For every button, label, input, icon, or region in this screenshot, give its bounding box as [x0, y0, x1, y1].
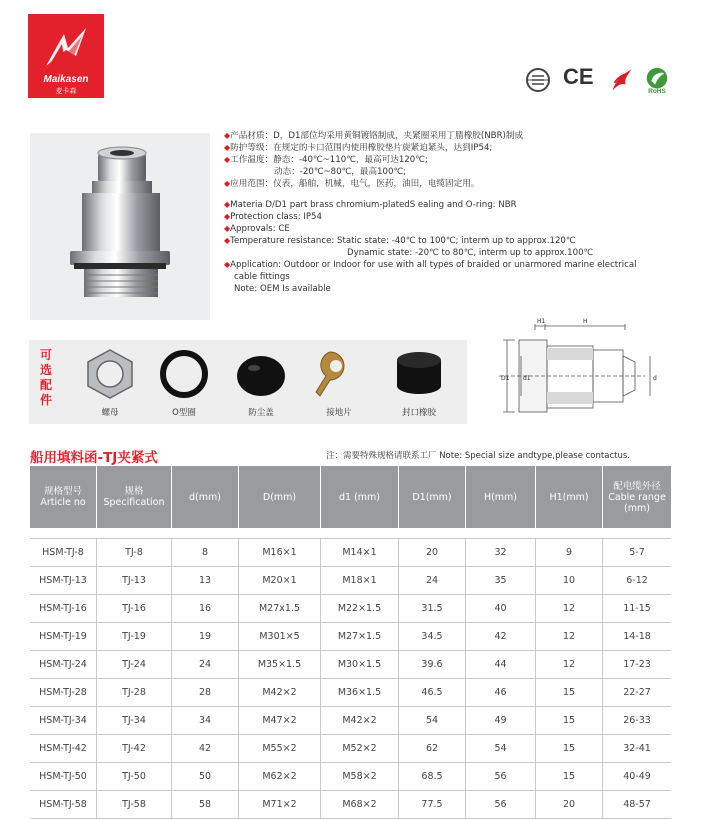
table-cell: TJ-24: [97, 651, 172, 679]
spec-temperature-en: Temperature resistance: Static state: -40℃ to 100℃; interm up to approx.120℃: [230, 236, 576, 246]
table-cell: HSM-TJ-13: [30, 567, 97, 595]
table-cell: 34.5: [399, 623, 466, 651]
product-specs: ◆产品材质：D，D1部位均采用黄铜镀铬制成，夹紧圈采用丁腈橡胶(NBR)制成 ◆防护等级：在规定的卡口范围内使用橡胶垫片旋紧迫紧头，达到IP54; ◆工作温度：静态：-40℃~110℃，最高可达120℃; 动态：-20℃~80℃，最高100℃; ◆应用范围：仪表，船舶，机械，电气，医药，油田，电缆固定用。 ◆Materia D/D1 part brass chromium-platedS ealing and O-ring: NBR ◆Protection class: IP54 ◆Approvals: CE ◆Temperature resistance: Static state: -40℃ to 100℃; interm up to approx.120℃ Dynamic state: -20℃ to 80℃, interm up to approx.100℃ ◆Application: Outdoor or Indoor for use with all types of braided or unarmored marine electrical cable fittings Note: OEM Is available: [224, 131, 637, 294]
table-cell: 12: [536, 651, 603, 679]
table-row: [30, 707, 671, 735]
rohs-label: RoHS: [648, 88, 666, 94]
cable-gland-image: [30, 133, 210, 320]
table-cell: 34: [172, 707, 239, 735]
table-cell: M30×1.5: [321, 651, 399, 679]
header-H1: H1(mm): [536, 466, 603, 528]
table-cell: 48-57: [603, 791, 671, 819]
table-row: [30, 735, 671, 763]
table-cell: TJ-42: [97, 735, 172, 763]
spec-protection-cn: 防护等级：在规定的卡口范围内使用橡胶垫片旋紧迫紧头，达到IP54;: [230, 143, 493, 153]
table-cell: 24: [172, 651, 239, 679]
accessory-nut-label: 螺母: [101, 408, 119, 418]
table-cell: 31.5: [399, 595, 466, 623]
table-cell: 12: [536, 623, 603, 651]
accessory-dust-cap: [226, 344, 296, 422]
table-cell: HSM-TJ-58: [30, 791, 97, 819]
table-cell: 11-15: [603, 595, 671, 623]
table-cell: M35×1.5: [239, 651, 321, 679]
header-D: D(mm): [239, 466, 321, 528]
table-cell: 56: [466, 763, 536, 791]
table-cell: 6-12: [603, 567, 671, 595]
table-cell: M68×2: [321, 791, 399, 819]
table-cell: HSM-TJ-19: [30, 623, 97, 651]
spec-table: [30, 466, 671, 819]
table-cell: 40: [466, 595, 536, 623]
table-cell: 13: [172, 567, 239, 595]
table-spacer-cell: [30, 528, 671, 539]
table-cell: M22×1.5: [321, 595, 399, 623]
sealing-rubber-icon: [392, 346, 446, 402]
table-cell: 22-27: [603, 679, 671, 707]
table-cell: 42: [172, 735, 239, 763]
table-cell: M58×2: [321, 763, 399, 791]
label-d: d: [653, 375, 657, 382]
table-cell: TJ-28: [97, 679, 172, 707]
accessory-sealing-rubber-label: 封口橡胶: [401, 408, 436, 418]
table-cell: 49: [466, 707, 536, 735]
spec-temperature-cn: 工作温度：静态：-40℃~110℃，最高可达120℃;: [230, 155, 428, 165]
header-specification: 规格 Specification: [97, 466, 172, 528]
table-cell: 77.5: [399, 791, 466, 819]
table-cell: M18×1: [321, 567, 399, 595]
spec-protection-en: Protection class: IP54: [230, 212, 322, 222]
table-cell: TJ-19: [97, 623, 172, 651]
table-cell: 14-18: [603, 623, 671, 651]
table-cell: M36×1.5: [321, 679, 399, 707]
table-cell: 68.5: [399, 763, 466, 791]
table-cell: 40-49: [603, 763, 671, 791]
rohs-icon: [641, 66, 673, 94]
table-cell: M42×2: [321, 707, 399, 735]
hex-nut-icon: [83, 346, 137, 402]
spec-application-en: Application: Outdoor or Indoor for use with all types of braided or unarmored marine electrical: [230, 260, 637, 270]
table-cell: 15: [536, 707, 603, 735]
table-cell: 54: [466, 735, 536, 763]
label-h: H: [583, 318, 588, 325]
spec-temperature-dynamic-cn: 动态：-20℃~80℃，最高100℃;: [274, 167, 406, 177]
table-row: [30, 623, 671, 651]
table-cell: 15: [536, 763, 603, 791]
table-cell: 42: [466, 623, 536, 651]
accessories-title: 可选配件: [39, 348, 52, 407]
table-cell: 32-41: [603, 735, 671, 763]
table-cell: 5-7: [603, 539, 671, 567]
o-ring-icon: [157, 346, 211, 402]
table-note: 注：需要特殊规格请联系工厂 Note: Special size andtype,please contactus.: [326, 451, 630, 461]
spec-oem-note: Note: OEM Is available: [234, 284, 331, 294]
spec-material-en: Materia D/D1 part brass chromium-platedS ealing and O-ring: NBR: [230, 200, 517, 210]
table-cell: 19: [172, 623, 239, 651]
table-cell: TJ-13: [97, 567, 172, 595]
label-h1: H1: [537, 318, 546, 325]
header-cable-range: 配电缆外径 Cable range (mm): [603, 466, 671, 528]
table-cell: 17-23: [603, 651, 671, 679]
table-spacer: [30, 528, 671, 539]
table-cell: 26-33: [603, 707, 671, 735]
table-cell: HSM-TJ-50: [30, 763, 97, 791]
table-cell: 39.6: [399, 651, 466, 679]
table-cell: 16: [172, 595, 239, 623]
header-d1: d1 (mm): [321, 466, 399, 528]
brand-name: Maikasen: [43, 74, 89, 85]
table-cell: HSM-TJ-34: [30, 707, 97, 735]
table-cell: 15: [536, 679, 603, 707]
table-cell: M27x1.5: [239, 595, 321, 623]
table-title: 船用填料函-TJ夹紧式: [30, 450, 158, 466]
accessories-panel: [29, 340, 467, 424]
table-cell: M16×1: [239, 539, 321, 567]
spec-temperature-dynamic-en: Dynamic state: -20℃ to 80℃, interm up to approx.100℃: [347, 248, 594, 258]
table-cell: M47×2: [239, 707, 321, 735]
table-cell: M14×1: [321, 539, 399, 567]
table-cell: 44: [466, 651, 536, 679]
table-cell: HSM-TJ-28: [30, 679, 97, 707]
table-row: [30, 679, 671, 707]
table-cell: 8: [172, 539, 239, 567]
table-header-row: [30, 466, 671, 528]
table-cell: 58: [172, 791, 239, 819]
accessory-ground-lug-label: 接地片: [326, 408, 352, 418]
table-cell: 32: [466, 539, 536, 567]
brand-name-cn: 麦卡森: [55, 87, 77, 95]
label-d1-small: d1: [523, 375, 531, 382]
table-cell: TJ-50: [97, 763, 172, 791]
accessory-nut: [75, 344, 145, 422]
ccs-mark-icon: [606, 66, 636, 94]
explosion-proof-icon: [523, 66, 553, 94]
table-cell: 15: [536, 735, 603, 763]
label-d1: D1: [501, 375, 510, 382]
ce-mark-icon: CE: [563, 64, 594, 89]
spec-approvals-en: Approvals: CE: [230, 224, 290, 234]
table-cell: TJ-34: [97, 707, 172, 735]
table-cell: TJ-58: [97, 791, 172, 819]
table-cell: TJ-8: [97, 539, 172, 567]
table-cell: 46.5: [399, 679, 466, 707]
table-row: [30, 595, 671, 623]
table-cell: HSM-TJ-24: [30, 651, 97, 679]
table-cell: M62×2: [239, 763, 321, 791]
header-D1: D1(mm): [399, 466, 466, 528]
table-cell: M301×5: [239, 623, 321, 651]
table-cell: 62: [399, 735, 466, 763]
accessory-o-ring: [149, 344, 219, 422]
table-cell: 28: [172, 679, 239, 707]
product-photo: [30, 133, 210, 320]
table-cell: HSM-TJ-8: [30, 539, 97, 567]
dust-cap-icon: [234, 346, 288, 402]
table-cell: 56: [466, 791, 536, 819]
table-cell: M71×2: [239, 791, 321, 819]
table-cell: 46: [466, 679, 536, 707]
table-cell: 24: [399, 567, 466, 595]
table-cell: 10: [536, 567, 603, 595]
table-cell: 20: [399, 539, 466, 567]
accessory-ground-lug: [304, 344, 374, 422]
table-cell: M42×2: [239, 679, 321, 707]
table-row: [30, 539, 671, 567]
table-cell: 54: [399, 707, 466, 735]
table-cell: HSM-TJ-42: [30, 735, 97, 763]
accessory-dust-cap-label: 防尘盖: [248, 408, 274, 418]
table-cell: 12: [536, 595, 603, 623]
table-cell: 20: [536, 791, 603, 819]
table-cell: M20×1: [239, 567, 321, 595]
wing-logo-icon: [42, 26, 90, 72]
brand-logo: [28, 14, 104, 98]
table-cell: TJ-16: [97, 595, 172, 623]
table-cell: M27×1.5: [321, 623, 399, 651]
header-d: d(mm): [172, 466, 239, 528]
table-cell: 35: [466, 567, 536, 595]
table-cell: HSM-TJ-16: [30, 595, 97, 623]
header-H: H(mm): [466, 466, 536, 528]
table-row: [30, 567, 671, 595]
spec-application-cn: 应用范围：仪表，船舶，机械，电气，医药，油田，电缆固定用。: [230, 179, 480, 189]
accessory-sealing-rubber: [384, 344, 454, 422]
ground-lug-icon: [312, 346, 366, 402]
table-cell: M55×2: [239, 735, 321, 763]
technical-drawing: [495, 316, 680, 422]
header-article-no: 规格型号 Article no: [30, 466, 97, 528]
table-cell: M52×2: [321, 735, 399, 763]
accessory-o-ring-label: O型圈: [172, 408, 196, 418]
table-row: [30, 763, 671, 791]
table-cell: 9: [536, 539, 603, 567]
spec-material-cn: 产品材质：D，D1部位均采用黄铜镀铬制成，夹紧圈采用丁腈橡胶(NBR)制成: [230, 131, 524, 141]
table-cell: 50: [172, 763, 239, 791]
spec-application-en-cont: cable fittings: [234, 272, 290, 282]
table-row: [30, 651, 671, 679]
table-row: [30, 791, 671, 819]
